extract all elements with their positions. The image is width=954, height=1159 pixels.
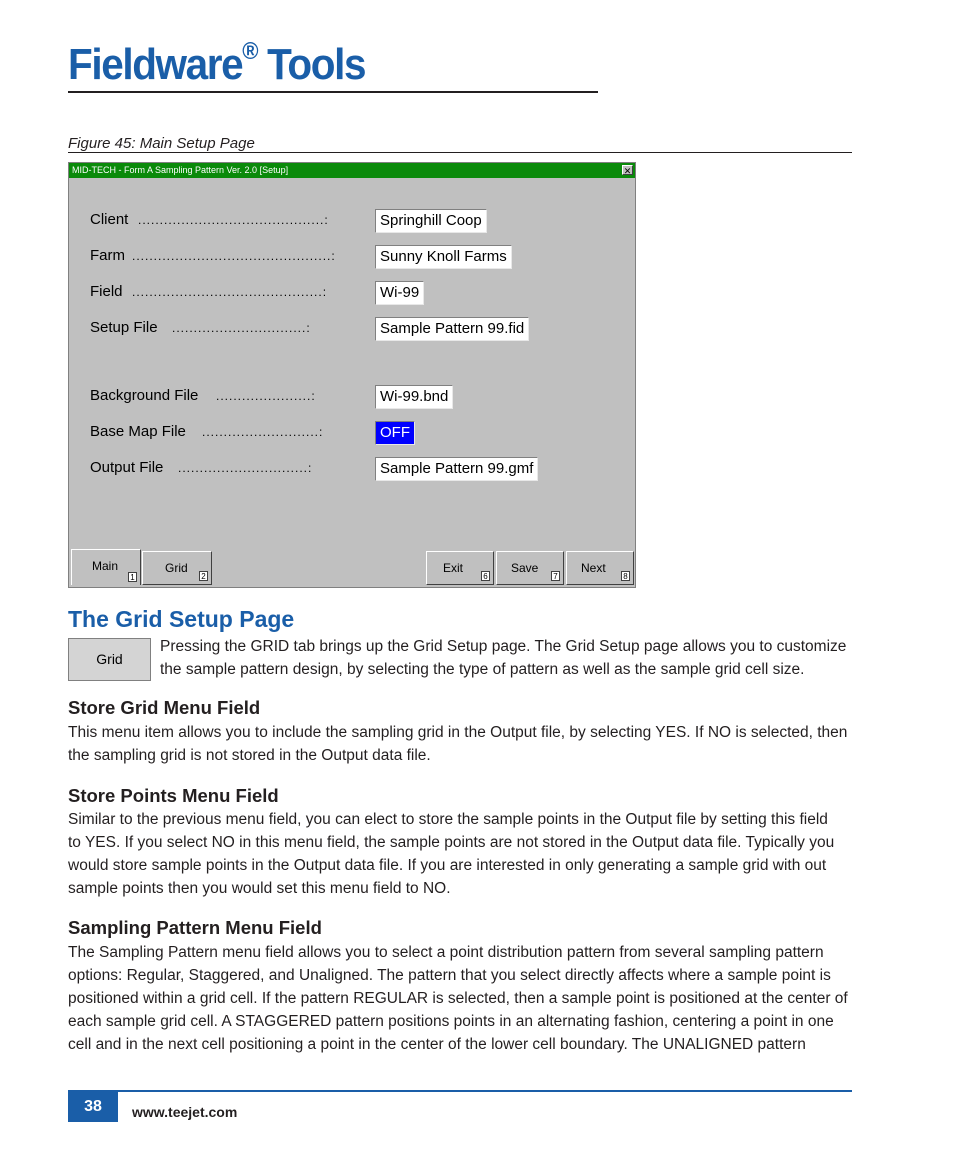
exit-button[interactable] xyxy=(426,551,494,585)
intro-paragraph xyxy=(160,635,860,681)
output-file-field[interactable]: Sample Pattern 99.gmf xyxy=(375,457,538,481)
close-icon[interactable]: ✕ xyxy=(623,166,632,176)
farm-field[interactable]: Sunny Knoll Farms xyxy=(375,245,512,269)
setup-file-field[interactable]: Sample Pattern 99.fid xyxy=(375,317,529,341)
background-file-row xyxy=(90,385,590,409)
client-row xyxy=(90,209,590,233)
background-file-field[interactable]: Wi-99.bnd xyxy=(375,385,453,409)
page-number: 38 xyxy=(68,1092,118,1122)
field-label: Field xyxy=(90,283,123,300)
setup-file-label: Setup File xyxy=(90,319,158,336)
tab-main-label: Main xyxy=(92,559,119,573)
leader-dots: ...........................................: xyxy=(138,213,329,227)
client-label: Client xyxy=(90,211,129,228)
grid-tab-image: Grid xyxy=(68,638,151,681)
leader-dots: ...........................: xyxy=(202,425,324,439)
caption-rule xyxy=(68,152,852,153)
setup-file-row xyxy=(90,317,590,341)
tab-main-number: 1 xyxy=(128,572,137,582)
tab-grid[interactable] xyxy=(142,551,212,585)
field-field[interactable]: Wi-99 xyxy=(375,281,424,305)
tab-bar xyxy=(71,551,633,587)
sampling-pattern-paragraph: The Sampling Pattern menu field allows you to select a point distribution pattern from several sampling pattern options: Regular, Staggered, and Unaligned. The pattern that you select directly affects where a sample point is positioned within a grid cell. If the pattern REGULAR is selected, then a sample point is positioned at the center of each sample grid cell. A STAGGERED pattern positions points in an alternating fashion, centering a point in one cell and in the next cell positioning a point in the center of the lower cell boundary. The UNALIGNED pattern xyxy=(68,944,848,1053)
section-heading: The Grid Setup Page xyxy=(68,606,295,632)
tab-grid-label: Grid xyxy=(165,561,188,575)
leader-dots: ......................: xyxy=(216,389,316,403)
intro-line-2: the sample pattern design, by selecting the type of pattern as well as the sample grid cell size. xyxy=(160,661,805,678)
leader-dots: ..............................: xyxy=(178,461,313,475)
save-button[interactable] xyxy=(496,551,564,585)
store-points-paragraph: Similar to the previous menu field, you can elect to store the sample points in the Output file by setting this field to YES. If you select NO in this menu field, the sample points are not stored in the Output data file. Typically you would store sample points in the Output data file. If you are interested in only generating a sample grid with out sample points then you would set this menu field to NO. xyxy=(68,811,835,897)
intro-line-1: Pressing the GRID tab brings up the Grid Setup page. The Grid Setup page allows you to customize xyxy=(160,638,847,655)
save-number: 7 xyxy=(551,571,560,581)
website-url: www.teejet.com xyxy=(132,1104,238,1120)
leader-dots: ...............................: xyxy=(172,321,311,335)
document-title: Fieldware® Tools xyxy=(68,38,366,89)
output-file-label: Output File xyxy=(90,459,164,476)
save-label: Save xyxy=(511,561,539,575)
sampling-pattern-heading: Sampling Pattern Menu Field xyxy=(68,917,322,938)
leader-dots: ..............................................: xyxy=(132,249,336,263)
next-number: 8 xyxy=(621,571,630,581)
base-map-file-label: Base Map File xyxy=(90,423,186,440)
store-grid-heading: Store Grid Menu Field xyxy=(68,697,261,718)
farm-row xyxy=(90,245,590,269)
field-row xyxy=(90,281,590,305)
footer-rule xyxy=(68,1090,852,1092)
next-label: Next xyxy=(581,561,606,575)
window-title: MID-TECH - Form A Sampling Pattern Ver. 2.0 [Setup] xyxy=(72,165,289,175)
client-field[interactable]: Springhill Coop xyxy=(375,209,487,233)
background-file-label: Background File xyxy=(90,387,199,404)
farm-label: Farm xyxy=(90,247,125,264)
title-rule xyxy=(68,91,598,93)
exit-number: 6 xyxy=(481,571,490,581)
store-points-heading: Store Points Menu Field xyxy=(68,785,279,806)
base-map-file-row xyxy=(90,421,590,445)
tab-grid-number: 2 xyxy=(199,571,208,581)
setup-window xyxy=(68,162,636,588)
window-titlebar xyxy=(69,163,635,178)
base-map-file-field[interactable]: OFF xyxy=(375,421,415,445)
next-button[interactable] xyxy=(566,551,634,585)
registered-mark: ® xyxy=(242,38,258,66)
store-grid-paragraph: This menu item allows you to include the sampling grid in the Output file, by selecting YES. If NO is selected, then the sampling grid is not stored in the Output data file. xyxy=(68,724,848,764)
figure-caption: Figure 45: Main Setup Page xyxy=(68,135,255,152)
tab-main[interactable] xyxy=(71,549,141,585)
leader-dots: ............................................: xyxy=(132,285,328,299)
exit-label: Exit xyxy=(443,561,464,575)
output-file-row xyxy=(90,457,590,481)
